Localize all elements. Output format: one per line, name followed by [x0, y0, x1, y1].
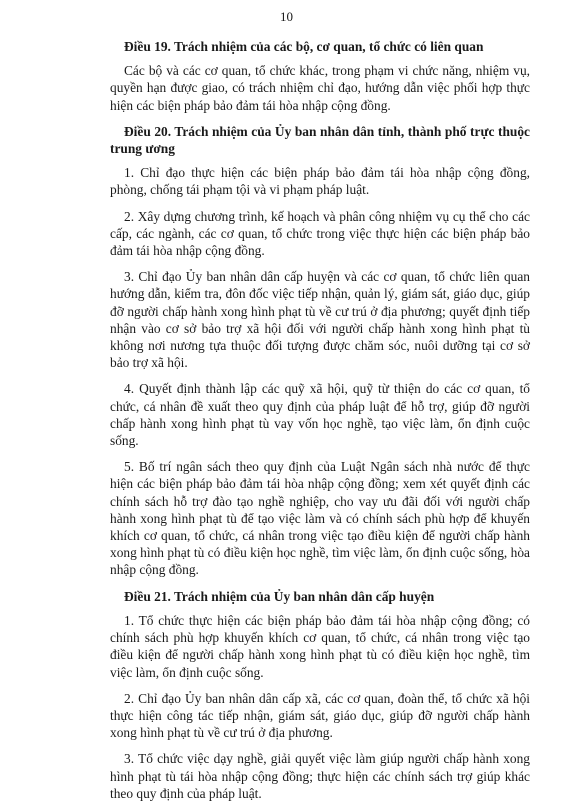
article-19-title: Điều 19. Trách nhiệm của các bộ, cơ quan, tổ chức có liên quan	[124, 39, 484, 54]
article-20-clause-5: 5. Bố trí ngân sách theo quy định của Luật Ngân sách nhà nước để thực hiện các biện pháp bảo đảm tái hòa nhập cộng đồng; xem xét quyết định các chính sách hỗ trợ đào tạo nghề nghiệp, cho vay ưu đãi đối với người chấp hành xong hình phạt tù để tạo việc làm và có chính sách phù hợp để khuyến khích cơ quan, tổ chức, cá nhân trong việc tạo điều kiện để người chấp hành xong hình phạt tù có điều kiện học nghề, tìm việc làm, ổn định cuộc sống, hòa nhập cộng đồng.	[110, 459, 530, 578]
article-21-clause-1: 1. Tổ chức thực hiện các biện pháp bảo đảm tái hòa nhập cộng đồng; có chính sách phù hợp khuyến khích cơ quan, tổ chức, cá nhân trong việc tạo điều kiện để người chấp hành xong hình phạt tù có điều kiện học nghề, tìm việc làm, ổn định cuộc sống.	[110, 612, 530, 680]
article-20	[110, 123, 530, 579]
article-20-clause-1: 1. Chỉ đạo thực hiện các biện pháp bảo đảm tái hòa nhập cộng đồng, phòng, chống tái phạm tội và vi phạm pháp luật.	[110, 165, 530, 198]
article-21-title: Điều 21. Trách nhiệm của Ủy ban nhân dân cấp huyện	[124, 588, 435, 604]
page-number: 10	[280, 9, 293, 24]
article-19-paragraph-1: Các bộ và các cơ quan, tổ chức khác, trong phạm vi chức năng, nhiệm vụ, quyền hạn được giao, có trách nhiệm chỉ đạo, hướng dẫn việc phối hợp thực hiện các biện pháp bảo đảm tái hòa nhập cộng đồng.	[110, 63, 530, 113]
article-19	[110, 38, 530, 114]
article-20-clause-3: 3. Chỉ đạo Ủy ban nhân dân cấp huyện và các cơ quan, tổ chức liên quan hướng dẫn, kiểm tra, đôn đốc việc tiếp nhận, quản lý, giám sát, giáo dục, giúp đỡ người chấp hành xong hình phạt tù về cư trú ở địa phương; quyết định tiếp nhận vào cơ sở bảo trợ xã hội đối với người chấp hành xong hình phạt tù không nơi nương tựa thuộc đối tượng được chăm sóc, nuôi dưỡng tại cơ sở bảo trợ xã hội.	[110, 269, 530, 371]
article-21-clause-3: 3. Tổ chức việc dạy nghề, giải quyết việc làm giúp người chấp hành xong hình phạt tù tái hòa nhập cộng đồng; thực hiện các chính sách trợ giúp khác theo quy định của pháp luật.	[110, 751, 530, 801]
article-21-clause-2: 2. Chỉ đạo Ủy ban nhân dân cấp xã, các cơ quan, đoàn thể, tổ chức xã hội thực hiện công tác tiếp nhận, giám sát, giáo dục, giúp đỡ người chấp hành xong hình phạt tù về cư trú ở địa phương.	[110, 690, 530, 741]
article-21	[110, 588, 530, 802]
document-body	[110, 38, 530, 811]
article-20-clause-2: 2. Xây dựng chương trình, kế hoạch và phân công nhiệm vụ cụ thể cho các cấp, các ngành, các cơ quan, tổ chức trong việc thực hiện các biện pháp bảo đảm tái hòa nhập cộng đồng.	[110, 208, 530, 259]
article-20-title: Điều 20. Trách nhiệm của Ủy ban nhân dân tỉnh, thành phố trực thuộc trung ương	[110, 123, 530, 157]
article-20-clause-4: 4. Quyết định thành lập các quỹ xã hội, quỹ từ thiện do các cơ quan, tổ chức, cá nhân đề xuất theo quy định của pháp luật để hỗ trợ, giúp đỡ người chấp hành xong hình phạt tù vay vốn học nghề, tạo việc làm, ổn định cuộc sống.	[110, 381, 530, 449]
